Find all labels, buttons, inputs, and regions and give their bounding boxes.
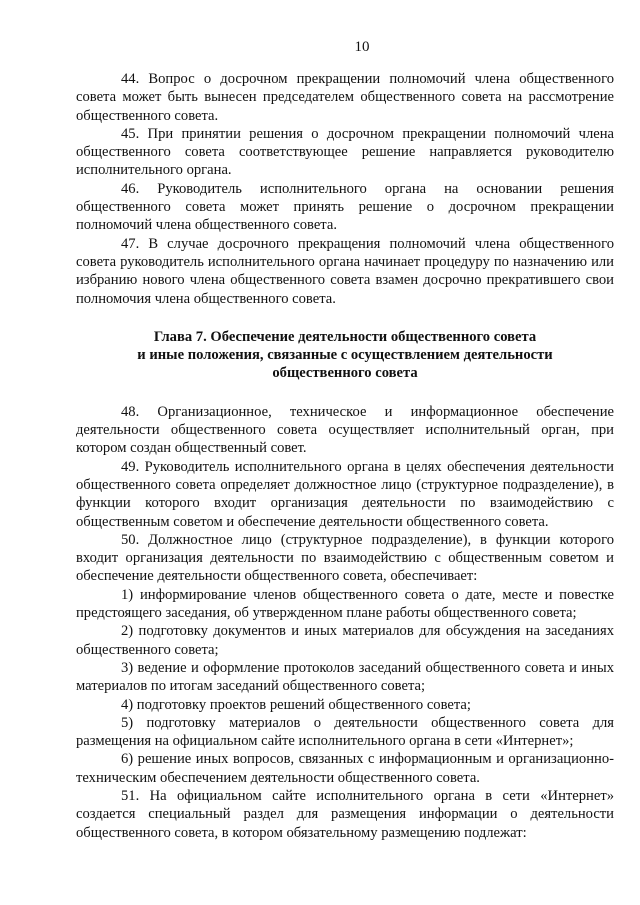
list-item-6: 6) решение иных вопросов, связанных с информационным и организационно-техническим обеспечением деятельности общественного совета. [76,751,614,786]
list-item-3: 3) ведение и оформление протоколов заседаний общественного совета и иных материалов по итогам заседаний общественного совета; [76,659,614,695]
paragraph-48: 48. Организационное, техническое и информационное обеспечение деятельности общественного совета осуществляет исполнительный орган, при котором создан общественный совет. [76,403,614,457]
list-item-4: 4) подготовку проектов решений общественного совета; [121,696,471,713]
list-item-1: 1) информирование членов общественного совета о дате, месте и повестке предстоящего заседания, об утвержденном плане работы общественного совета; [76,586,614,622]
paragraph-45: 45. При принятии решения о досрочном прекращении полномочий члена общественного совета соответствующее решение направляется руководителю исполнительного органа. [76,125,614,179]
paragraph-49: 49. Руководитель исполнительного органа в целях обеспечения деятельности общественного совета определяет должностное лицо (структурное подразделение), в функции которого входит организация деятельности по взаимодействию с общественным советом и обеспечение деятельности общественного совета. [76,458,614,530]
paragraph-44: 44. Вопрос о досрочном прекращении полномочий члена общественного совета может быть вынесен председателем общественного совета на рассмотрение общественного совета. [76,71,614,124]
chapter-heading [106,328,584,383]
paragraph-51: 51. На официальном сайте исполнительного органа в сети «Интернет» создается специальный раздел для размещения информации о деятельности общественного совета, в котором обязательному размещению подлежат: [76,787,614,841]
chapter-heading-line-1: Глава 7. Обеспечение деятельности общественного совета [153,328,537,345]
page-number: 10 [354,39,370,55]
paragraph-47: 47. В случае досрочного прекращения полномочий члена общественного совета руководитель исполнительного органа начинает процедуру по назначению или избранию нового члена общественного совета взамен досрочно прекратившего свои полномочия члена общественного совета. [76,235,614,307]
list-item-2: 2) подготовку документов и иных материалов для обсуждения на заседаниях общественного совета; [76,623,614,658]
list-item-5: 5) подготовку материалов о деятельности общественного совета для размещения на официальном сайте исполнительного органа в сети «Интернет»; [76,714,614,750]
chapter-heading-line-2: и иные положения, связанные с осуществлением деятельности [137,347,553,364]
chapter-heading-line-3: общественного совета [272,365,418,382]
document-page [76,38,614,842]
paragraph-50: 50. Должностное лицо (структурное подразделение), в функции которого входит организация деятельности по взаимодействию с общественным советом и обеспечение деятельности общественного совета, обеспечивает: [76,531,614,585]
paragraph-46: 46. Руководитель исполнительного органа на основании решения общественного совета может принять решение о досрочном прекращении полномочий члена общественного совета. [76,180,614,234]
